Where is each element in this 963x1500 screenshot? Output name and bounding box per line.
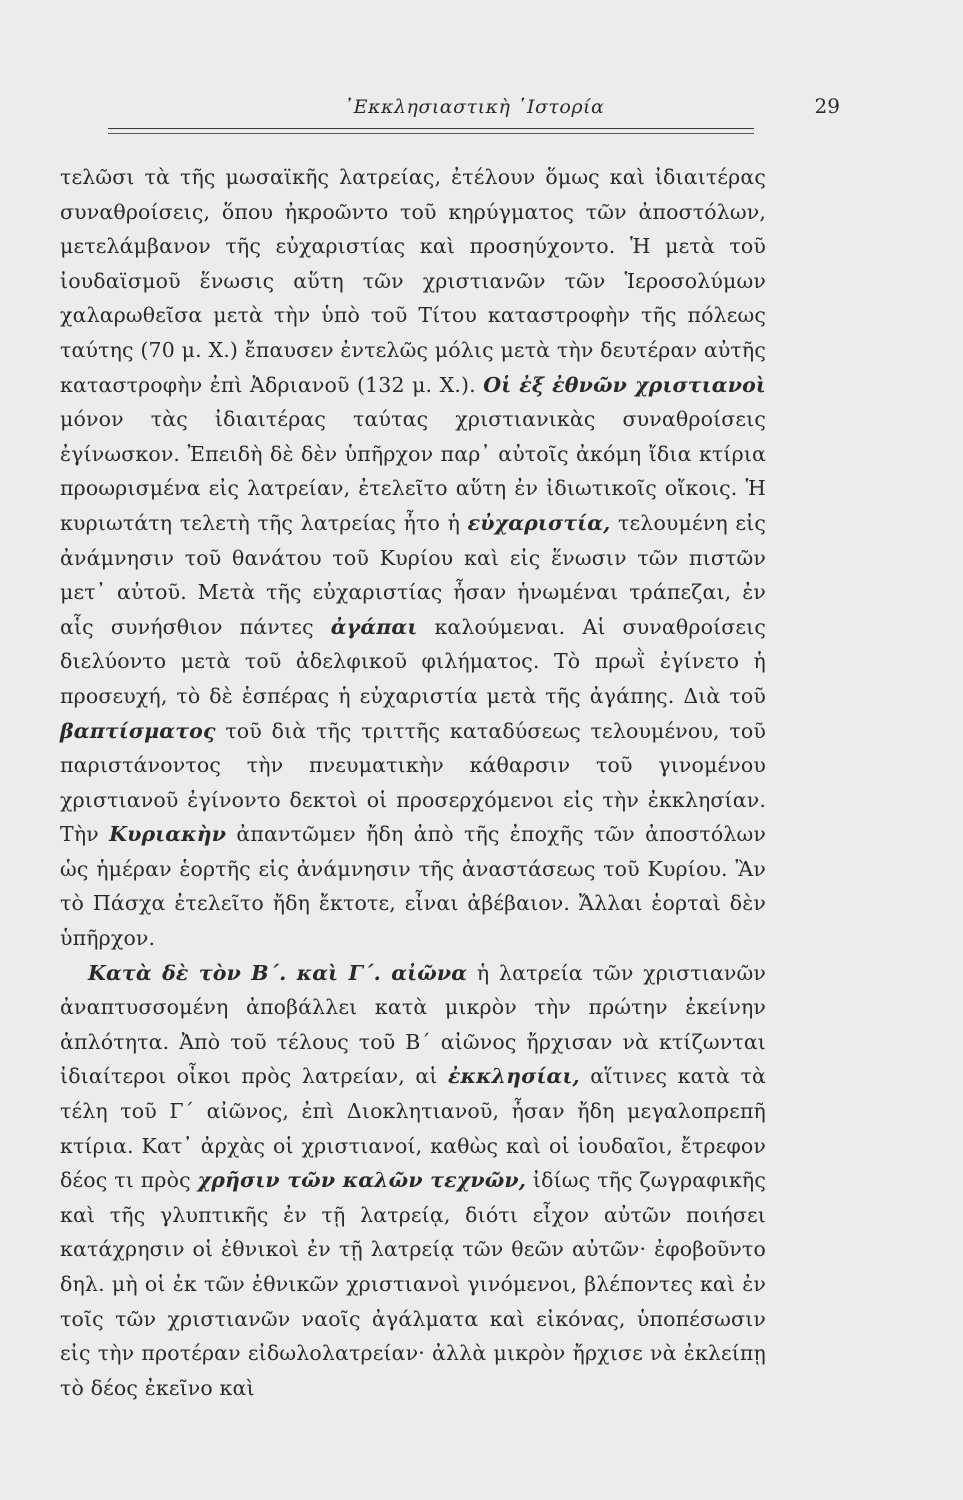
body-text [60, 160, 766, 1405]
page-number: 29 [814, 94, 840, 118]
p2-emphasis-centuries: Κατὰ δὲ τὸν Β΄. καὶ Γ΄. αἰῶνα [88, 960, 468, 985]
p1-text-6: ἀπαντῶμεν ἤδη ἀπὸ τῆς ἐποχῆς τῶν ἀποστόλων ὡς ἡμέραν ἑορτῆς εἰς ἀνάμνησιν τῆς ἀναστάσεως τοῦ Κυρίου. Ἂν τὸ Πάσχα ἐτελεῖτο ἤδη ἔκτοτε, εἶναι ἀβέβαιον. Ἄλλαι ἑορταὶ δὲν ὑπῆρχον. [60, 822, 766, 951]
p2-text-1: ἡ λατρεία τῶν χριστιανῶν ἀναπτυσσομένη ἀποβάλλει κατὰ μικρὸν τὴν πρώτην ἐκείνην ἁπλότητα. Ἀπὸ τοῦ τέλους τοῦ Β΄ αἰῶνος ἤρχισαν νὰ κτίζωνται ἰδιαίτεροι οἶκοι πρὸς λατρείαν, αἱ [60, 960, 766, 1089]
p1-emphasis-baptism: βαπτίσματος [60, 718, 216, 743]
p2-emphasis-fine-arts: χρῆσιν τῶν καλῶν τεχνῶν, [197, 1168, 527, 1193]
p1-text-2: μόνον τὰς ἰδιαιτέρας ταύτας χριστιανικὰς συναθροίσεις ἐγίνωσκον. Ἐπειδὴ δὲ δὲν ὑπῆρχον παρ᾿ αὐτοῖς ἀκόμη ἴδια κτίρια προωρισμένα εἰς λατρείαν, ἐτελεῖτο αὕτη ἐν ἰδιωτικοῖς οἴκοις. Ἡ κυριωτάτη τελετὴ τῆς λατρείας ἦτο ἡ [60, 407, 766, 535]
paragraph-1 [60, 160, 766, 956]
p1-emphasis-sunday: Κυριακὴν [109, 822, 227, 847]
p1-text-3: τελουμένη εἰς ἀνάμνησιν τοῦ θανάτου τοῦ Κυρίου καὶ εἰς ἕνωσιν τῶν πιστῶν μετ᾿ αὐτοῦ. Μετὰ τῆς εὐχαριστίας ἦσαν ἡνωμέναι τράπεζαι, ἐν αἷς συνήσθιον πάντες [60, 510, 766, 639]
p1-text-4: καλούμεναι. Αἱ συναθροίσεις διελύοντο μετὰ τοῦ ἀδελφικοῦ φιλήματος. Τὸ πρωῒ ἐγίνετο ἡ προσευχή, τὸ δὲ ἑσπέρας ἡ εὐχαριστία μετὰ τῆς ἀγάπης. Διὰ τοῦ [60, 614, 766, 708]
p2-text-3: ἰδίως τῆς ζωγραφικῆς καὶ τῆς γλυπτικῆς ἐν τῇ λατρείᾳ, διότι εἶχον αὐτῶν ποιήσει κατάχρησιν οἱ ἐθνικοὶ ἐν τῇ λατρείᾳ τῶν θεῶν αὐτῶν· ἐφοβοῦντο δηλ. μὴ οἱ ἐκ τῶν ἐθνικῶν χριστιανοὶ γινόμενοι, βλέποντες καὶ ἐν τοῖς τῶν χριστιανῶν ναοῖς ἀγάλματα καὶ εἰκόνας, ὑποπέσωσιν εἰς τὴν προτέραν εἰδωλολατρείαν· ἀλλὰ μικρὸν ἤρχισε νὰ ἐκλείπῃ τὸ δέος ἐκεῖνο καὶ [60, 1168, 766, 1400]
header-rule-top [108, 128, 754, 129]
page-header [108, 92, 840, 122]
running-title: ᾿Εκκλησιαστικὴ ῾Ιστορία [343, 96, 605, 118]
header-rule-bottom [108, 133, 754, 134]
p2-emphasis-churches: ἐκκλησίαι, [447, 1064, 580, 1089]
p1-text-1: τελῶσι τὰ τῆς μωσαϊκῆς λατρείας, ἐτέλουν ὅμως καὶ ἰδιαιτέρας συναθροίσεις, ὅπου ἠκροῶντο τοῦ κηρύγματος τῶν ἀποστόλων, μετελάμβανον τῆς εὐχαριστίας καὶ προσηύχοντο. Ἡ μετὰ τοῦ ἰουδαϊσμοῦ ἕνωσις αὕτη τῶν χριστιανῶν τῶν Ἱεροσολύμων χαλαρωθεῖσα μετὰ τὴν ὑπὸ τοῦ Τίτου καταστροφὴν τῆς πόλεως ταύτης (70 μ. Χ.) ἔπαυσεν ἐντελῶς μόλις μετὰ τὴν δευτέραν αὐτῆς καταστροφὴν ἐπὶ Ἀδριανοῦ (132 μ. Χ.). [60, 165, 766, 397]
p1-emphasis-eucharist: εὐχαριστία, [467, 510, 611, 535]
p1-emphasis-agape: ἀγάπαι [330, 614, 418, 639]
p1-text-5: τοῦ διὰ τῆς τριττῆς καταδύσεως τελουμένου, τοῦ παριστάνοντος τὴν πνευματικὴν κάθαρσιν τοῦ γινομένου χριστιανοῦ ἐγίνοντο δεκτοὶ οἱ προσερχόμενοι εἰς τὴν ἐκκλησίαν. Τὴν [60, 718, 766, 847]
paragraph-2 [60, 956, 766, 1406]
p1-emphasis-gentile-christians: Οἱ ἐξ ἐθνῶν χριστιανοὶ [483, 372, 766, 397]
p2-text-2: αἵτινες κατὰ τὰ τέλη τοῦ Γ΄ αἰῶνος, ἐπὶ Διοκλητιανοῦ, ἦσαν ἤδη μεγαλοπρεπῆ κτίρια. Κατ᾿ ἀρχὰς οἱ χριστιανοί, καθὼς καὶ οἱ ἰουδαῖοι, ἔτρεφον δέος τι πρὸς [60, 1064, 766, 1193]
